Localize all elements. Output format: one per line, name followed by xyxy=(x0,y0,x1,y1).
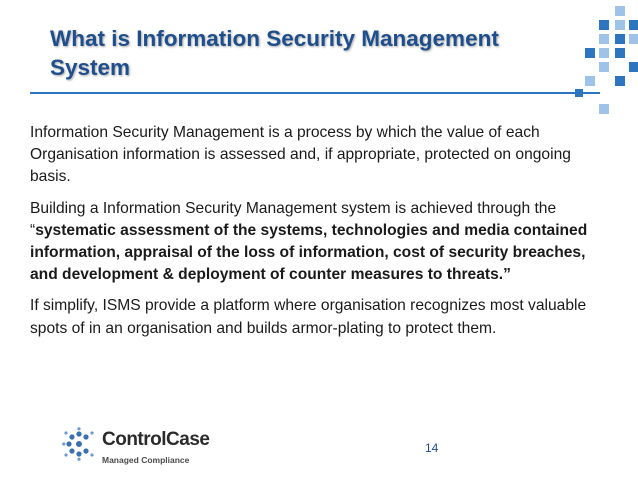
paragraph-simplify xyxy=(30,295,610,339)
slide-body xyxy=(30,122,610,349)
paragraph-building-isms xyxy=(30,198,610,287)
controlcase-logo xyxy=(62,424,212,472)
logo-name: ControlCase xyxy=(102,429,210,450)
page-number: 14 xyxy=(425,441,439,455)
paragraph-text: If simplify, ISMS provide a platform where organisation recognizes most valuable spots of in an organisation and builds armor-plating to protect them. xyxy=(30,297,587,337)
paragraph-definition xyxy=(30,122,610,189)
paragraph-bold-quote: systematic assessment of the systems, technologies and media contained information, appraisal of the loss of information, cost of security breaches, and development & deployment of counter measures to threats.” xyxy=(30,221,588,284)
paragraph-text: Building a Information Security Management system is achieved through the “ xyxy=(30,199,557,239)
title-divider xyxy=(30,92,600,94)
logo-tagline: Managed Compliance xyxy=(102,455,190,465)
decorative-squares xyxy=(585,0,638,115)
slide-title: What is Information Security Management System xyxy=(50,26,499,80)
controlcase-logo-icon xyxy=(62,427,96,461)
paragraph-text: Information Security Management is a process by which the value of each Organisation information is assessed and, if appropriate, protected on ongoing basis. xyxy=(30,124,571,186)
divider-end-marker xyxy=(575,89,583,97)
